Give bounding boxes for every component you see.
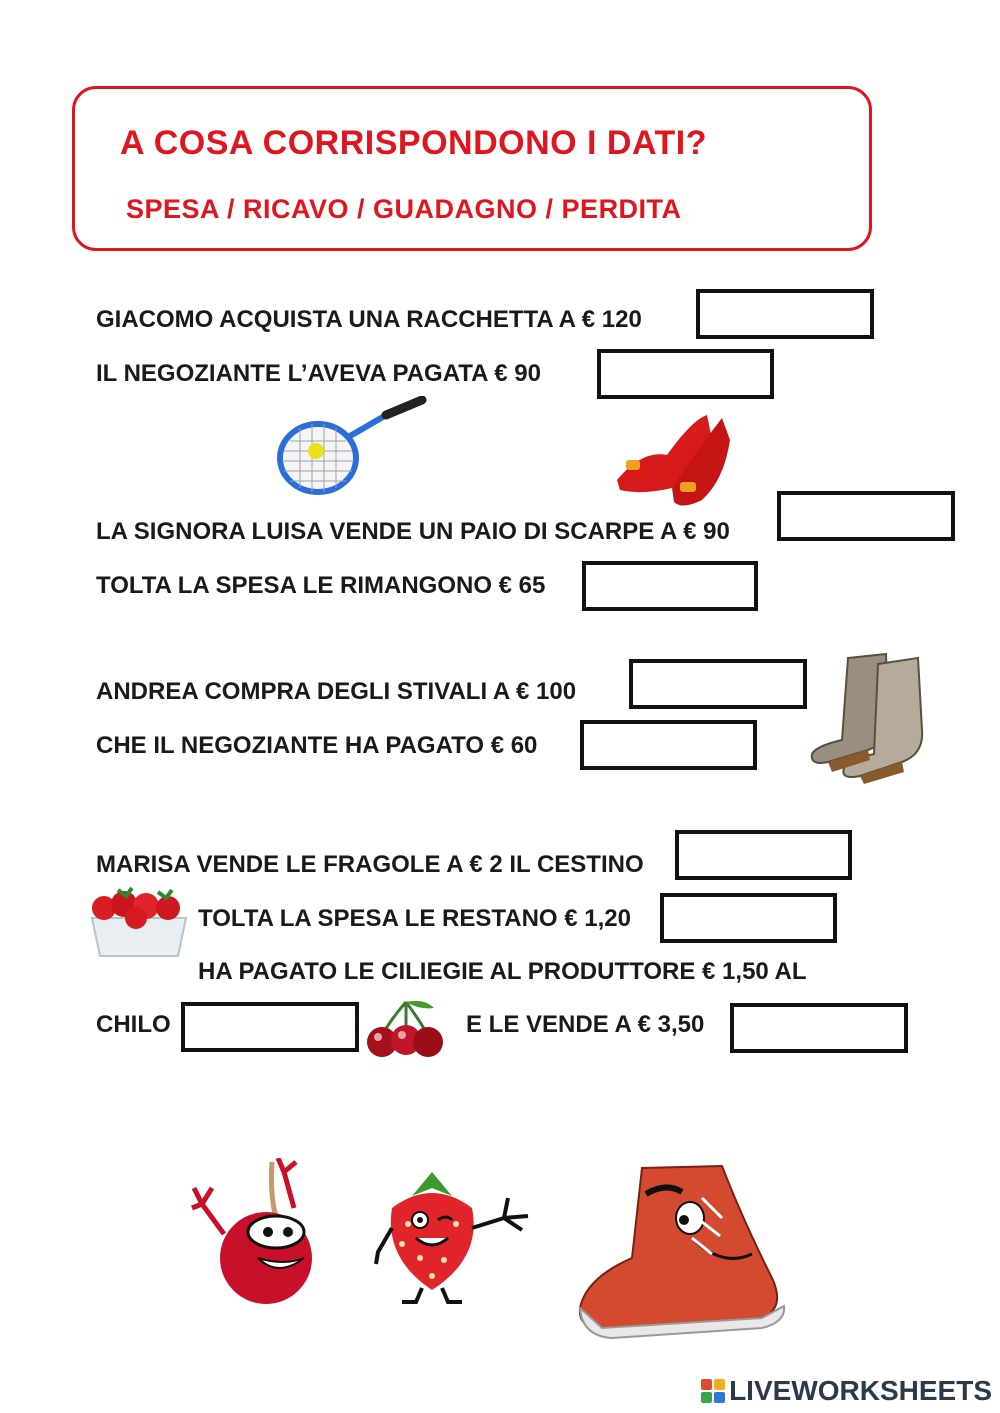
liveworksheets-logo-icon (701, 1379, 725, 1403)
answer-box-1[interactable] (696, 289, 874, 339)
answer-box-9[interactable] (181, 1002, 359, 1052)
problem-1-line-1: GIACOMO ACQUISTA UNA RACCHETTA A € 120 (96, 306, 642, 333)
page-title: A COSA CORRISPONDONO I DATI? (120, 124, 707, 162)
header-box (72, 86, 872, 251)
problem-5-line-1: HA PAGATO LE CILIEGIE AL PRODUTTORE € 1,50 AL (198, 958, 807, 985)
answer-box-2[interactable] (597, 349, 774, 399)
red-shoes-icon (612, 410, 737, 510)
strawberry-character-icon (372, 1168, 540, 1308)
answer-box-7[interactable] (675, 830, 852, 880)
answer-box-8[interactable] (660, 893, 837, 943)
tennis-racket-icon (270, 396, 430, 504)
problem-2-line-1: LA SIGNORA LUISA VENDE UN PAIO DI SCARPE A € 90 (96, 518, 730, 545)
problem-4-line-2: TOLTA LA SPESA LE RESTANO € 1,20 (198, 905, 631, 932)
problem-3-line-1: ANDREA COMPRA DEGLI STIVALI A € 100 (96, 678, 577, 705)
problem-1-line-2: IL NEGOZIANTE L’AVEVA PAGATA € 90 (96, 360, 541, 387)
answer-box-10[interactable] (730, 1003, 908, 1053)
page-subtitle: SPESA / RICAVO / GUADAGNO / PERDITA (126, 194, 682, 224)
problem-4-line-1: MARISA VENDE LE FRAGOLE A € 2 IL CESTINO (96, 851, 644, 878)
strawberry-basket-icon (88, 884, 190, 960)
brand-name: LIVEWORKSHEETS (729, 1375, 992, 1406)
problem-3-line-2: CHE IL NEGOZIANTE HA PAGATO € 60 (96, 732, 538, 759)
sneaker-character-icon (572, 1158, 792, 1343)
problem-2-line-2: TOLTA LA SPESA LE RIMANGONO € 65 (96, 572, 546, 599)
answer-box-5[interactable] (629, 659, 807, 709)
cowboy-boots-icon (808, 650, 928, 785)
cherry-character-icon (188, 1158, 328, 1308)
answer-box-4[interactable] (582, 561, 758, 611)
cherries-icon (362, 998, 452, 1062)
problem-5-line-2-end: E LE VENDE A € 3,50 (466, 1011, 705, 1038)
answer-box-6[interactable] (580, 720, 757, 770)
brand-logo (701, 1375, 992, 1407)
problem-5-line-2-start: CHILO (96, 1011, 171, 1038)
answer-box-3[interactable] (777, 491, 955, 541)
